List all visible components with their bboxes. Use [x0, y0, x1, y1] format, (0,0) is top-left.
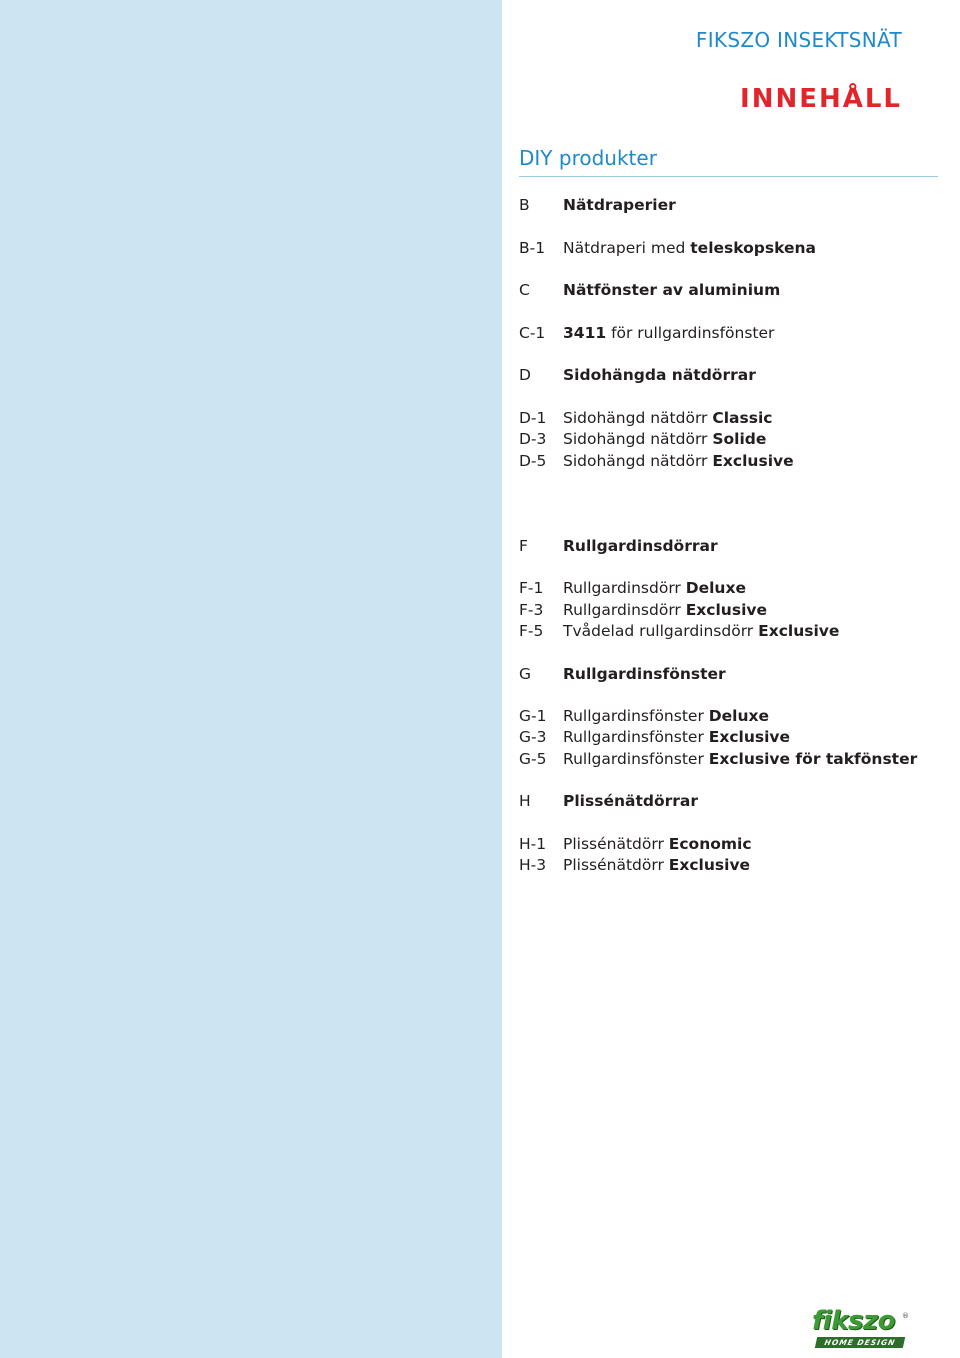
toc-text-part: Plissénätdörrar — [563, 792, 698, 811]
toc-spacer — [519, 493, 949, 514]
toc-code: G-3 — [519, 728, 547, 747]
contents-title: INNEHÅLL — [740, 84, 902, 114]
toc-description — [563, 791, 698, 812]
toc-spacer — [519, 301, 949, 322]
logo-subtitle: HOME DESIGN — [815, 1337, 905, 1348]
toc-text-part: Sidohängd nätdörr — [563, 408, 713, 427]
toc-spacer — [519, 216, 949, 237]
toc-text-part: Deluxe — [685, 579, 746, 598]
section-divider — [519, 176, 938, 177]
toc-description — [563, 706, 769, 727]
toc-description — [563, 280, 780, 301]
toc-text-part: Exclusive — [685, 600, 767, 619]
toc-code: F-1 — [519, 579, 544, 598]
toc-entry — [519, 834, 949, 855]
section-title: DIY produkter — [519, 146, 657, 170]
toc-description — [563, 621, 839, 642]
toc-entry — [519, 578, 949, 599]
toc-spacer — [519, 685, 949, 706]
toc-text-part: Sidohängd nätdörr — [563, 430, 713, 449]
table-of-contents — [519, 195, 949, 877]
logo-wordmark: fikszo — [812, 1306, 895, 1336]
toc-code: D — [519, 366, 531, 385]
toc-entry — [519, 791, 949, 812]
toc-description — [563, 238, 816, 259]
toc-text-part: Exclusive — [758, 621, 840, 640]
toc-text-part: Nätdraperier — [563, 196, 676, 214]
toc-code: G — [519, 664, 532, 683]
toc-spacer — [519, 472, 949, 493]
toc-text-part: Tvådelad rullgardinsdörr — [563, 621, 759, 640]
toc-description — [563, 408, 772, 429]
toc-code: B-1 — [519, 238, 546, 257]
toc-code: C — [519, 281, 530, 300]
toc-description — [563, 727, 790, 748]
toc-text-part: Rullgardinsdörr — [563, 600, 686, 619]
toc-text-part: Rullgardinsdörrar — [563, 536, 718, 555]
toc-spacer — [519, 387, 949, 408]
toc-spacer — [519, 514, 949, 535]
toc-description — [563, 855, 750, 876]
toc-text-part: teleskopskena — [690, 238, 816, 257]
toc-text-part: Plissénätdörr — [563, 856, 669, 875]
toc-text-part: Economic — [668, 834, 752, 853]
toc-entry — [519, 749, 949, 770]
toc-entry — [519, 429, 949, 450]
toc-description — [563, 834, 752, 855]
toc-entry — [519, 365, 949, 386]
toc-text-part: Deluxe — [708, 707, 769, 726]
toc-description — [563, 536, 718, 557]
toc-spacer — [519, 259, 949, 280]
toc-description — [563, 578, 746, 599]
toc-text-part: 3411 — [563, 323, 607, 342]
toc-code: G-5 — [519, 749, 547, 768]
toc-entry — [519, 536, 949, 557]
toc-code: D-1 — [519, 408, 547, 427]
toc-entry — [519, 727, 949, 748]
toc-code: H-1 — [519, 834, 547, 853]
toc-text-part: Rullgardinsfönster — [563, 664, 726, 683]
toc-entry — [519, 451, 949, 472]
toc-text-part: Rullgardinsdörr — [563, 579, 686, 598]
brand-title: FIKSZO INSEKTSNÄT — [695, 28, 902, 52]
toc-spacer — [519, 642, 949, 663]
toc-text-part: Nätfönster av aluminium — [563, 281, 781, 300]
toc-text-part: Classic — [712, 408, 773, 427]
toc-code: B — [519, 196, 530, 214]
toc-code: F — [519, 536, 528, 555]
toc-code: D-3 — [519, 430, 547, 449]
toc-text-part: Exclusive — [708, 728, 791, 747]
toc-text-part: Nätdraperi med — [563, 238, 691, 257]
toc-entry — [519, 706, 949, 727]
toc-entry — [519, 238, 949, 259]
toc-description — [563, 749, 917, 770]
toc-text-part: för rullgardinsfönster — [606, 323, 775, 342]
toc-spacer — [519, 813, 949, 834]
toc-code: H-3 — [519, 856, 547, 875]
toc-spacer — [519, 557, 949, 578]
toc-text-part: Sidohängd nätdörr — [563, 451, 713, 470]
toc-description — [563, 451, 794, 472]
toc-description — [563, 429, 766, 450]
toc-code: F-5 — [519, 621, 544, 640]
toc-text-part: Rullgardinsfönster — [563, 707, 709, 726]
toc-entry — [519, 280, 949, 301]
toc-description — [563, 365, 756, 386]
logo-registered-mark: ® — [902, 1312, 909, 1320]
toc-entry — [519, 408, 949, 429]
toc-entry — [519, 323, 949, 344]
toc-code: H — [519, 792, 531, 811]
toc-code: C-1 — [519, 323, 546, 342]
toc-description — [563, 323, 774, 344]
toc-text-part: Sidohängda nätdörrar — [563, 366, 756, 385]
toc-code: F-3 — [519, 600, 544, 619]
toc-description — [563, 664, 726, 685]
toc-code: G-1 — [519, 707, 547, 726]
toc-entry — [519, 855, 949, 876]
fikszo-logo — [808, 1306, 908, 1350]
toc-text-part: Exclusive för takfönster — [708, 749, 918, 768]
toc-spacer — [519, 344, 949, 365]
toc-text-part: Plissénätdörr — [563, 834, 669, 853]
toc-code: D-5 — [519, 451, 547, 470]
toc-text-part: Exclusive — [712, 451, 794, 470]
toc-entry — [519, 195, 949, 216]
toc-text-part: Rullgardinsfönster — [563, 728, 709, 747]
toc-text-part: Solide — [712, 430, 767, 449]
toc-text-part: Exclusive — [668, 856, 751, 875]
toc-entry — [519, 621, 949, 642]
toc-spacer — [519, 770, 949, 791]
toc-description — [563, 195, 676, 216]
toc-entry — [519, 664, 949, 685]
toc-text-part: Rullgardinsfönster — [563, 749, 709, 768]
toc-description — [563, 600, 767, 621]
toc-entry — [519, 600, 949, 621]
